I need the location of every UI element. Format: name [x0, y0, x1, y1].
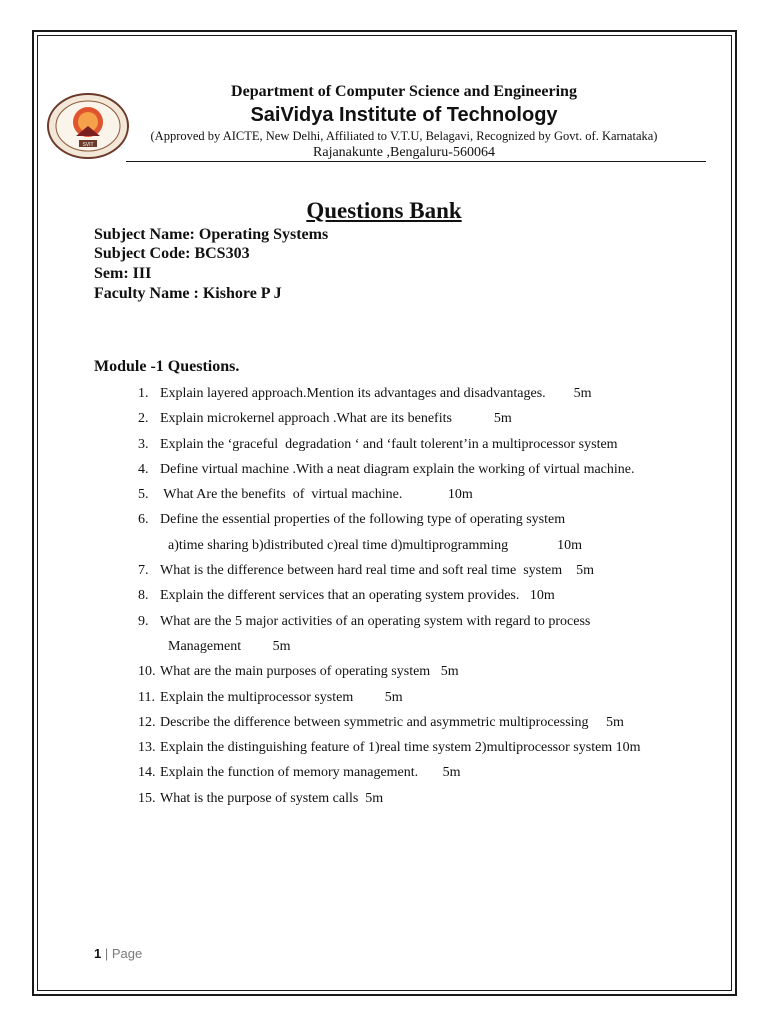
- question-text: What are the main purposes of operating system 5m: [160, 664, 459, 680]
- question-number: 2.: [138, 411, 149, 427]
- question-text: Explain microkernel approach .What are its benefits 5m: [160, 411, 512, 427]
- header-divider: [126, 161, 706, 162]
- question-text: Define the essential properties of the following type of operating system: [160, 512, 566, 528]
- faculty-name: Faculty Name : Kishore P J: [94, 285, 282, 302]
- question-number: 14.: [138, 765, 156, 781]
- subject-name: Subject Name: Operating Systems: [94, 226, 329, 243]
- question-item: [138, 384, 718, 409]
- question-number: 6.: [138, 512, 149, 528]
- question-number: 7.: [138, 563, 149, 579]
- question-text: Explain the distinguishing feature of 1)real time system 2)multiprocessor system 10m: [160, 740, 641, 756]
- question-continuation: Management 5m: [168, 638, 291, 654]
- question-item: [138, 409, 718, 434]
- question-number: 4.: [138, 461, 149, 477]
- question-item: [138, 688, 718, 713]
- question-text: Explain the multiprocessor system 5m: [160, 689, 403, 705]
- question-text: What are the 5 major activities of an operating system with regard to process: [160, 613, 591, 629]
- module-title: Module -1 Questions.: [94, 358, 240, 375]
- question-item: [138, 460, 718, 485]
- page-footer: [94, 946, 142, 961]
- question-item: [138, 763, 718, 788]
- question-item: [138, 510, 718, 561]
- question-text: Explain the function of memory management. 5m: [160, 765, 461, 781]
- question-number: 8.: [138, 588, 149, 604]
- page-number: 1: [94, 946, 102, 961]
- department-name: Department of Computer Science and Engineering: [231, 83, 577, 100]
- question-text: What Are the benefits of virtual machine. 10m: [160, 487, 473, 503]
- question-number: 5.: [138, 487, 149, 503]
- question-item: [138, 586, 718, 611]
- question-text: Describe the difference between symmetric and asymmetric multiprocessing 5m: [160, 714, 624, 730]
- question-continuation: a)time sharing b)distributed c)real time d)multiprogramming 10m: [168, 537, 583, 553]
- question-item: [138, 561, 718, 586]
- semester: Sem: III: [94, 265, 152, 282]
- question-number: 11.: [138, 689, 155, 705]
- question-item: [138, 789, 718, 814]
- question-item: [138, 485, 718, 510]
- question-number: 9.: [138, 613, 149, 629]
- page-label: | Page: [104, 946, 143, 961]
- question-item: [138, 738, 718, 763]
- question-number: 13.: [138, 740, 156, 756]
- question-text: Define virtual machine .With a neat diagram explain the working of virtual machine.: [160, 461, 635, 477]
- question-item: [138, 435, 718, 460]
- page-title: Questions Bank: [306, 198, 462, 223]
- question-item: [138, 662, 718, 687]
- question-item: [138, 612, 718, 663]
- address-line: Rajanakunte ,Bengaluru-560064: [313, 145, 495, 160]
- institute-name: SaiVidya Institute of Technology: [250, 104, 558, 126]
- question-number: 15.: [138, 790, 156, 806]
- logo-text: SVIT: [82, 142, 94, 148]
- approval-line: (Approved by AICTE, New Delhi, Affiliated to V.T.U, Belagavi, Recognized by Govt. of. Karnataka): [150, 129, 658, 143]
- question-number: 12.: [138, 714, 156, 730]
- question-number: 3.: [138, 436, 149, 452]
- question-text: What is the difference between hard real time and soft real time system 5m: [160, 563, 594, 579]
- question-number: 1.: [138, 386, 149, 401]
- question-text: Explain layered approach.Mention its advantages and disadvantages. 5m: [160, 386, 592, 401]
- question-item: [138, 713, 718, 738]
- question-text: Explain the ‘graceful degradation ‘ and ‘fault tolerent’in a multiprocessor system: [160, 436, 618, 452]
- question-text: Explain the different services that an operating system provides. 10m: [160, 588, 555, 604]
- question-list: [138, 384, 718, 814]
- question-number: 10.: [138, 664, 156, 680]
- question-text: What is the purpose of system calls 5m: [160, 790, 384, 806]
- subject-code: Subject Code: BCS303: [94, 245, 250, 262]
